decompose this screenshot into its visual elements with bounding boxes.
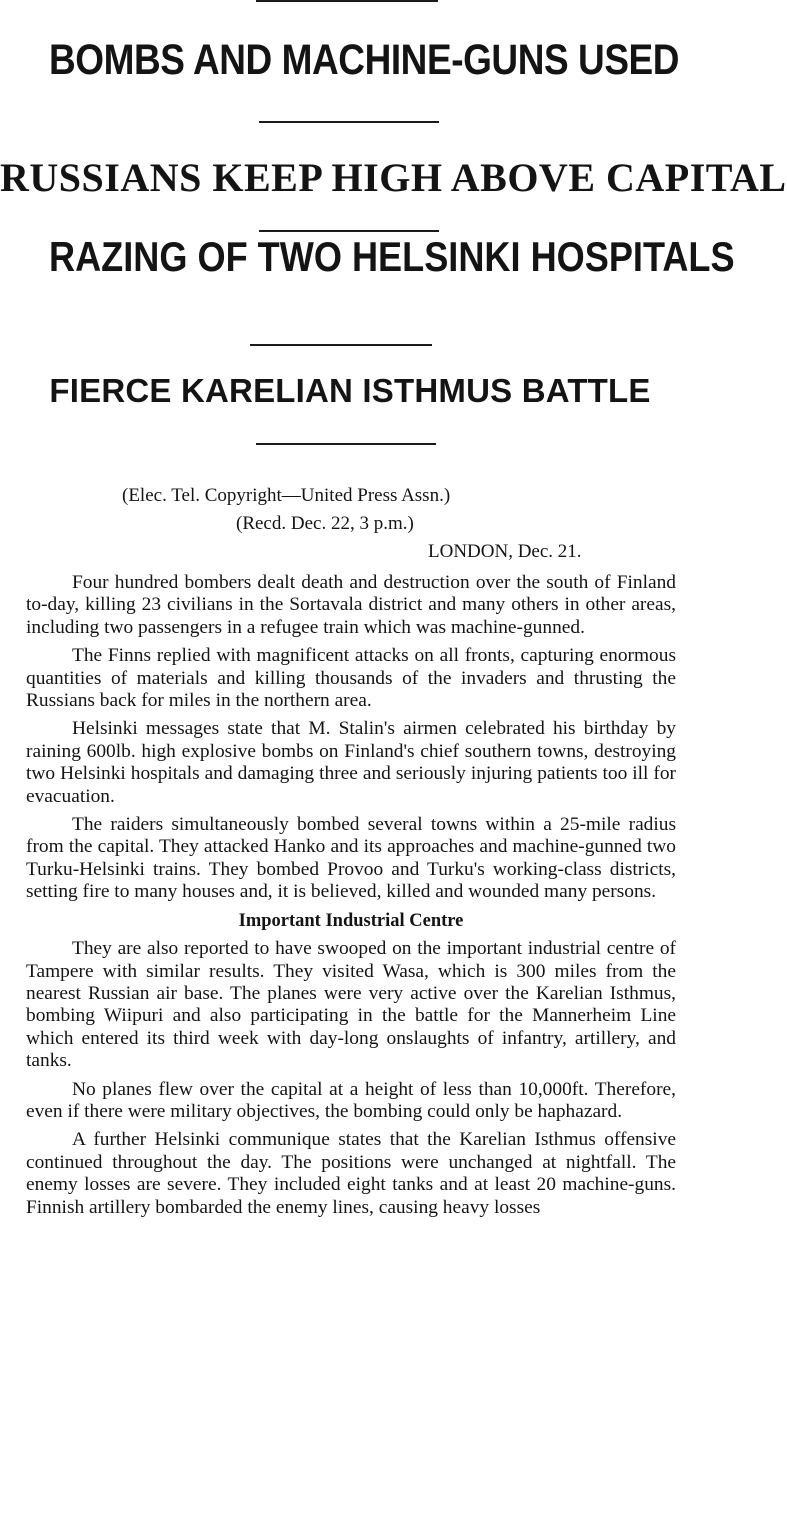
headline-divider-4 — [256, 443, 436, 445]
copyright-credit: (Elec. Tel. Copyright—United Press Assn.) — [122, 485, 451, 506]
article-body — [26, 572, 676, 1225]
received-credit: (Recd. Dec. 22, 3 p.m.) — [236, 513, 414, 534]
headline-second: RUSSIANS KEEP HIGH ABOVE CAPITAL — [0, 155, 787, 200]
paragraph-4: The raiders simultaneously bombed several towns within a 25-mile radius from the capital. They attacked Hanko and its approaches and machine-gunned two Turku-Helsinki trains. They bombed Provoo and Turku's working-class districts, setting fire to many houses and, it is believed, killed and wounded many persons. — [26, 814, 676, 903]
paragraph-3: Helsinki messages state that M. Stalin's airmen celebrated his birthday by raining 600lb. high explosive bombs on Finland's chief southern towns, destroying two Helsinki hospitals and damaging three and seriously injuring patients too ill for evacuation. — [26, 718, 676, 807]
headline-fourth: FIERCE KARELIAN ISTHMUS BATTLE — [49, 372, 651, 409]
dateline: LONDON, Dec. 21. — [428, 541, 582, 562]
headline-divider-1 — [259, 121, 439, 123]
headline-divider-3 — [250, 344, 432, 346]
top-rule — [256, 0, 438, 2]
paragraph-1: Four hundred bombers dealt death and destruction over the south of Finland to-day, killing 23 civilians in the Sortavala district and many others in other areas, including two passengers in a refugee train which was machine-gunned. — [26, 572, 676, 638]
paragraph-6: No planes flew over the capital at a height of less than 10,000ft. Therefore, even if there were military objectives, the bombing could only be haphazard. — [26, 1078, 676, 1122]
paragraph-7: A further Helsinki communique states that the Karelian Isthmus offensive continued throughout the day. The positions were unchanged at nightfall. The enemy losses are severe. They included eight tanks and at least 20 machine-guns. Finnish artillery bombarded the enemy lines, causing heavy losses — [26, 1129, 676, 1218]
paragraph-5: They are also reported to have swooped on the important industrial centre of Tampere with similar results. They visited Wasa, which is 300 miles from the nearest Russian air base. The planes were very active over the Karelian Isthmus, bombing Wiipuri and also participating in the battle for the Mannerheim Line which entered its third week with day-long onslaughts of infantry, artillery, and tanks. — [26, 938, 676, 1072]
headline-main: BOMBS AND MACHINE-GUNS USED — [49, 36, 680, 84]
subheading: Important Industrial Centre — [238, 910, 464, 931]
headline-divider-2 — [259, 230, 439, 232]
headline-third: RAZING OF TWO HELSINKI HOSPITALS — [49, 233, 735, 280]
paragraph-2: The Finns replied with magnificent attacks on all fronts, capturing enormous quantities of materials and killing thousands of the invaders and thrusting the Russians back for miles in the northern area. — [26, 645, 676, 712]
